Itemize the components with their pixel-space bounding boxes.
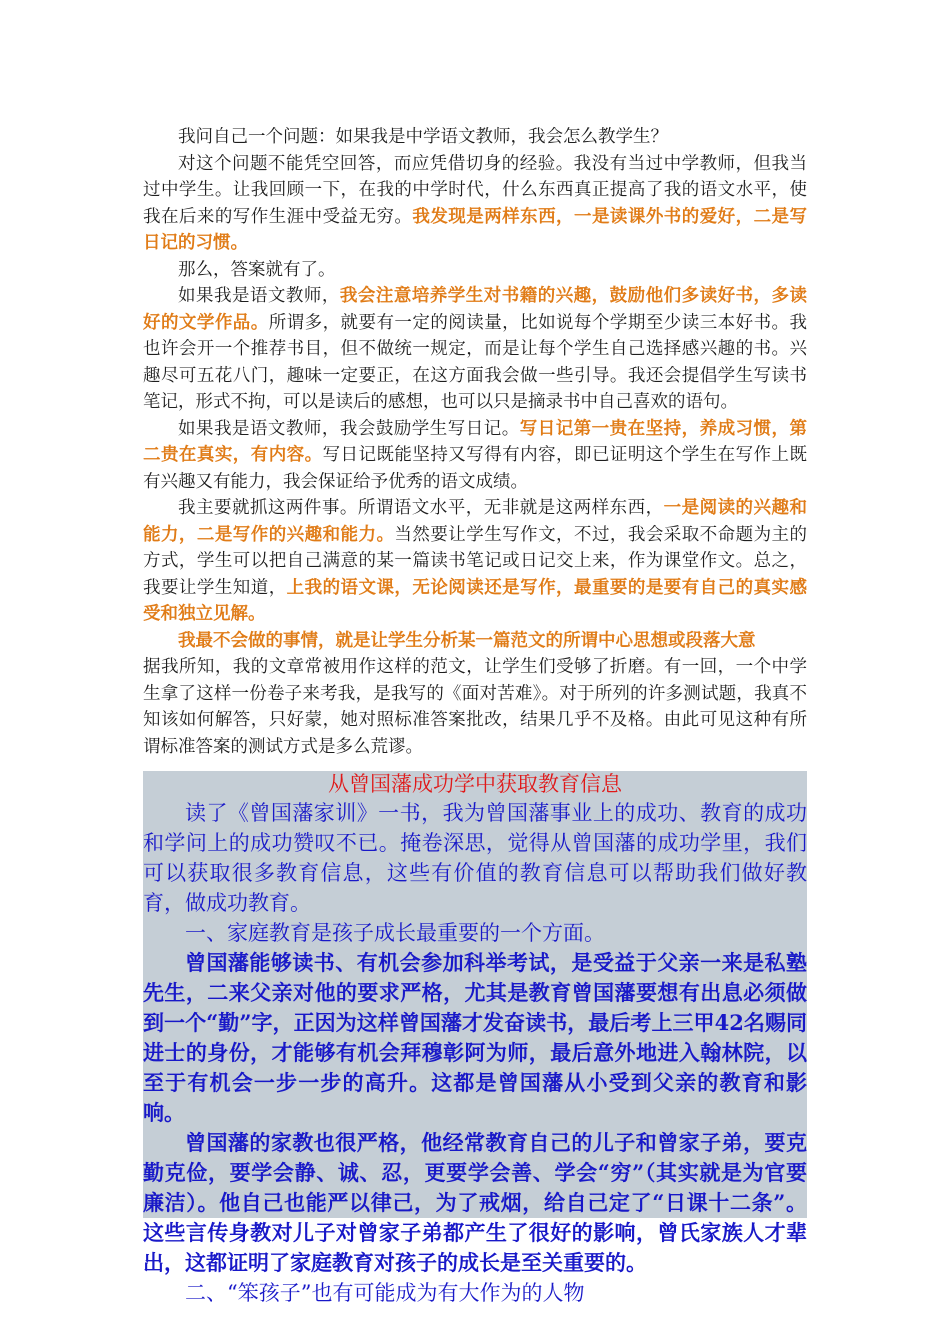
essay-section bbox=[143, 124, 807, 760]
paragraph-6-text-start: 我主要就抓这两件事。所谓语文水平，无非就是这两样东西， bbox=[178, 498, 664, 518]
paragraph-6 bbox=[143, 495, 807, 628]
paragraph-5-highlight: 写日记第一贵在坚持，养成习惯，第二贵在真实，有内容。 bbox=[143, 418, 808, 465]
paragraph-4-text-start: 如果我是语文教师， bbox=[178, 286, 340, 306]
paragraph-1-text: 我问自己一个问题：如果我是中学语文教师，我会怎么教学生？ bbox=[178, 127, 668, 147]
paragraph-1 bbox=[143, 124, 807, 151]
paragraph-2-highlight: 我发现是两样东西，一是读课外书的爱好，二是写日记的习惯。 bbox=[143, 206, 807, 253]
highlighted-article-box bbox=[143, 771, 807, 1305]
paragraph-7-highlight: 我最不会做的事情，就是让学生分析某一篇范文的所谓中心思想或段落大意 bbox=[178, 630, 756, 651]
paragraph-4-highlight: 我会注意培养学生对书籍的兴趣，鼓励他们多读好书，多读好的文学作品。 bbox=[143, 286, 808, 333]
paragraph-5 bbox=[143, 416, 807, 496]
article-paragraph-2: 曾国藩的家教也很严格，他经常教育自己的儿子和曾家子弟，要克勤克俭，要学会静、诚、忍，更要学会善、学会“穷”（其实就是为官要廉洁）。他自己也能严以律己，为了戒烟，给自己定了“日课十二条”。这些言传身教对儿子对曾家子弟都产生了很好的影响，曾氏家族人才辈出，这都证明了家庭教育对孩子的成长是至关重要的。 bbox=[143, 1130, 807, 1275]
paragraph-3 bbox=[143, 257, 807, 284]
paragraph-4-text-end: 所谓多，就要有一定的阅读量，比如说每个学期至少读三本好书。我也许会开一个推荐书目，但不做统一规定，而是让每个学生自己选择感兴趣的书。兴趣尽可五花八门，趣味一定要正，在这方面我会做一些引导。我还会提倡学生写读书笔记，形式不拘，可以是读后的感想，也可以只是摘录书中自己喜欢的语句。 bbox=[143, 312, 808, 412]
article-heading-1: 一、家庭教育是孩子成长最重要的一个方面。 bbox=[185, 921, 605, 945]
paragraph-5-text-start: 如果我是语文教师，我会鼓励学生写日记。 bbox=[178, 418, 520, 439]
paragraph-6-text-middle: 当然要让学生写作文，不过，我会采取不命题为主的方式，学生可以把自己满意的某一篇读书笔记或日记交上来，作为课堂作文。总之，我要让学生知道， bbox=[143, 524, 808, 598]
paragraph-3-text: 那么，答案就有了。 bbox=[178, 259, 336, 280]
paragraph-2 bbox=[143, 151, 807, 257]
paragraph-8-text: 据我所知，我的文章常被用作这样的范文，让学生们受够了折磨。有一回，一个中学生拿了这样一份卷子来考我，是我写的《面对苦难》。对于所列的许多测试题，我真不知该如何解答，只好蒙，她对照标准答案批改，结果几乎不及格。由此可见这种有所谓标准答案的测试方式是多么荒谬。 bbox=[143, 657, 807, 757]
paragraph-6-highlight-2: 上我的语文课，无论阅读还是写作，最重要的是要有自己的真实感受和独立见解。 bbox=[143, 577, 808, 624]
paragraph-2-text: 对这个问题不能凭空回答，而应凭借切身的经验。我没有当过中学教师，但我当过中学生。让我回顾一下，在我的中学时代，什么东西真正提高了我的语文水平，使我在后来的写作生涯中受益无穷。 bbox=[143, 153, 807, 227]
article-heading-2: 二、“笨孩子”也有可能成为有大作为的人物 bbox=[185, 1281, 585, 1305]
article-paragraph-1: 曾国藩能够读书、有机会参加科举考试，是受益于父亲一来是私塾先生，二来父亲对他的要求严格，尤其是教育曾国藩要想有出息必须做到一个“勤”字，正因为这样曾国藩才发奋读书，最后考上三甲42名赐同进士的身份，才能够有机会拜穆彰阿为师，最后意外地进入翰林院，以至于有机会一步一步的高升。这都是曾国藩从小受到父亲的教育和影响。 bbox=[143, 950, 807, 1125]
paragraph-8 bbox=[143, 654, 807, 760]
article-title: 从曾国藩成功学中获取教育信息 bbox=[328, 772, 622, 796]
paragraph-7 bbox=[143, 628, 807, 655]
paragraph-4 bbox=[143, 283, 807, 416]
paragraph-5-text-end: 写日记既能坚持又写得有内容，即已证明这个学生在写作上既有兴趣又有能力，我会保证给予优秀的语文成绩。 bbox=[143, 445, 808, 492]
article-intro: 读了《曾国藩家训》一书，我为曾国藩事业上的成功、教育的成功和学问上的成功赞叹不已。掩卷深思，觉得从曾国藩的成功学里，我们可以获取很多教育信息，这些有价值的教育信息可以帮助我们做好教育，做成功教育。 bbox=[143, 801, 807, 915]
paragraph-6-highlight-1: 一是阅读的兴趣和能力，二是写作的兴趣和能力。 bbox=[143, 498, 808, 545]
